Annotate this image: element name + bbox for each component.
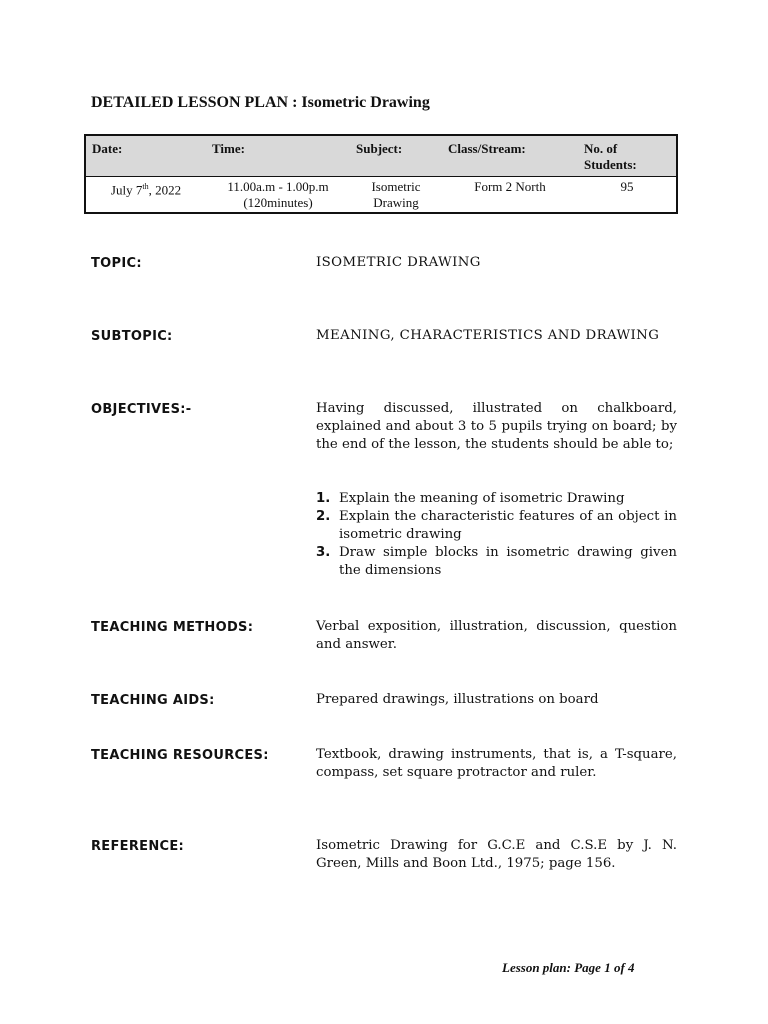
objective-text: Explain the characteristic features of an object in isometric drawing	[339, 509, 677, 542]
cell-time	[206, 177, 350, 214]
subject-line-1: Isometric	[371, 179, 421, 194]
cell-date	[85, 177, 206, 214]
objective-text: Explain the meaning of isometric Drawing	[339, 491, 625, 506]
objectives-label: OBJECTIVES:-	[91, 402, 192, 417]
date-year: , 2022	[148, 182, 182, 198]
objective-item-1	[316, 490, 677, 508]
reference-label: REFERENCE:	[91, 839, 185, 854]
reference-text: Isometric Drawing for G.C.E and C.S.E by J. N. Green, Mills and Boon Ltd., 1975; page 156.	[316, 838, 677, 871]
topic-label: TOPIC:	[91, 256, 142, 271]
page-footer: Lesson plan: Page 1 of 4	[502, 960, 635, 975]
objectives-list	[316, 490, 677, 580]
header-time: Time:	[206, 135, 350, 177]
date-superscript: th	[142, 182, 149, 191]
subject-line-2: Drawing	[373, 195, 419, 210]
time-duration: (120minutes)	[243, 195, 313, 210]
objective-text: Draw simple blocks in isometric drawing given the dimensions	[339, 545, 677, 578]
teaching-resources-text: Textbook, drawing instruments, that is, a T-square, compass, set square protractor and ruler.	[316, 747, 677, 780]
teaching-aids-label: TEACHING AIDS:	[91, 693, 215, 708]
header-class-stream: Class/Stream:	[442, 135, 578, 177]
header-subject: Subject:	[350, 135, 442, 177]
topic-text: ISOMETRIC DRAWING	[316, 255, 481, 270]
header-date: Date:	[85, 135, 206, 177]
subtopic-text: MEANING, CHARACTERISTICS AND DRAWING	[316, 328, 660, 343]
cell-class-stream: Form 2 North	[474, 179, 546, 194]
header-students: No. of Students:	[578, 135, 677, 177]
objective-number: 1.	[316, 491, 331, 506]
subtopic-label: SUBTOPIC:	[91, 329, 173, 344]
time-range: 11.00a.m - 1.00p.m	[227, 179, 329, 194]
teaching-methods-label: TEACHING METHODS:	[91, 620, 254, 635]
teaching-aids-text: Prepared drawings, illustrations on board	[316, 692, 599, 707]
objectives-intro: Having discussed, illustrated on chalkboard, explained and about 3 to 5 pupils trying on board; by the end of the lesson, the students should be able to;	[316, 401, 677, 452]
objective-item-2	[316, 508, 677, 544]
objective-number: 3.	[316, 545, 331, 560]
table-row	[85, 177, 677, 214]
cell-subject	[350, 177, 442, 214]
document-title: DETAILED LESSON PLAN : Isometric Drawing	[91, 94, 430, 111]
teaching-methods-text: Verbal exposition, illustration, discussion, question and answer.	[316, 619, 677, 652]
teaching-resources-label: TEACHING RESOURCES:	[91, 748, 269, 763]
table-header-row	[85, 135, 677, 177]
objective-item-3	[316, 544, 677, 580]
cell-students: 95	[620, 179, 634, 194]
date-text: July 7	[110, 182, 143, 198]
lesson-info-table	[84, 134, 678, 214]
objective-number: 2.	[316, 509, 331, 524]
